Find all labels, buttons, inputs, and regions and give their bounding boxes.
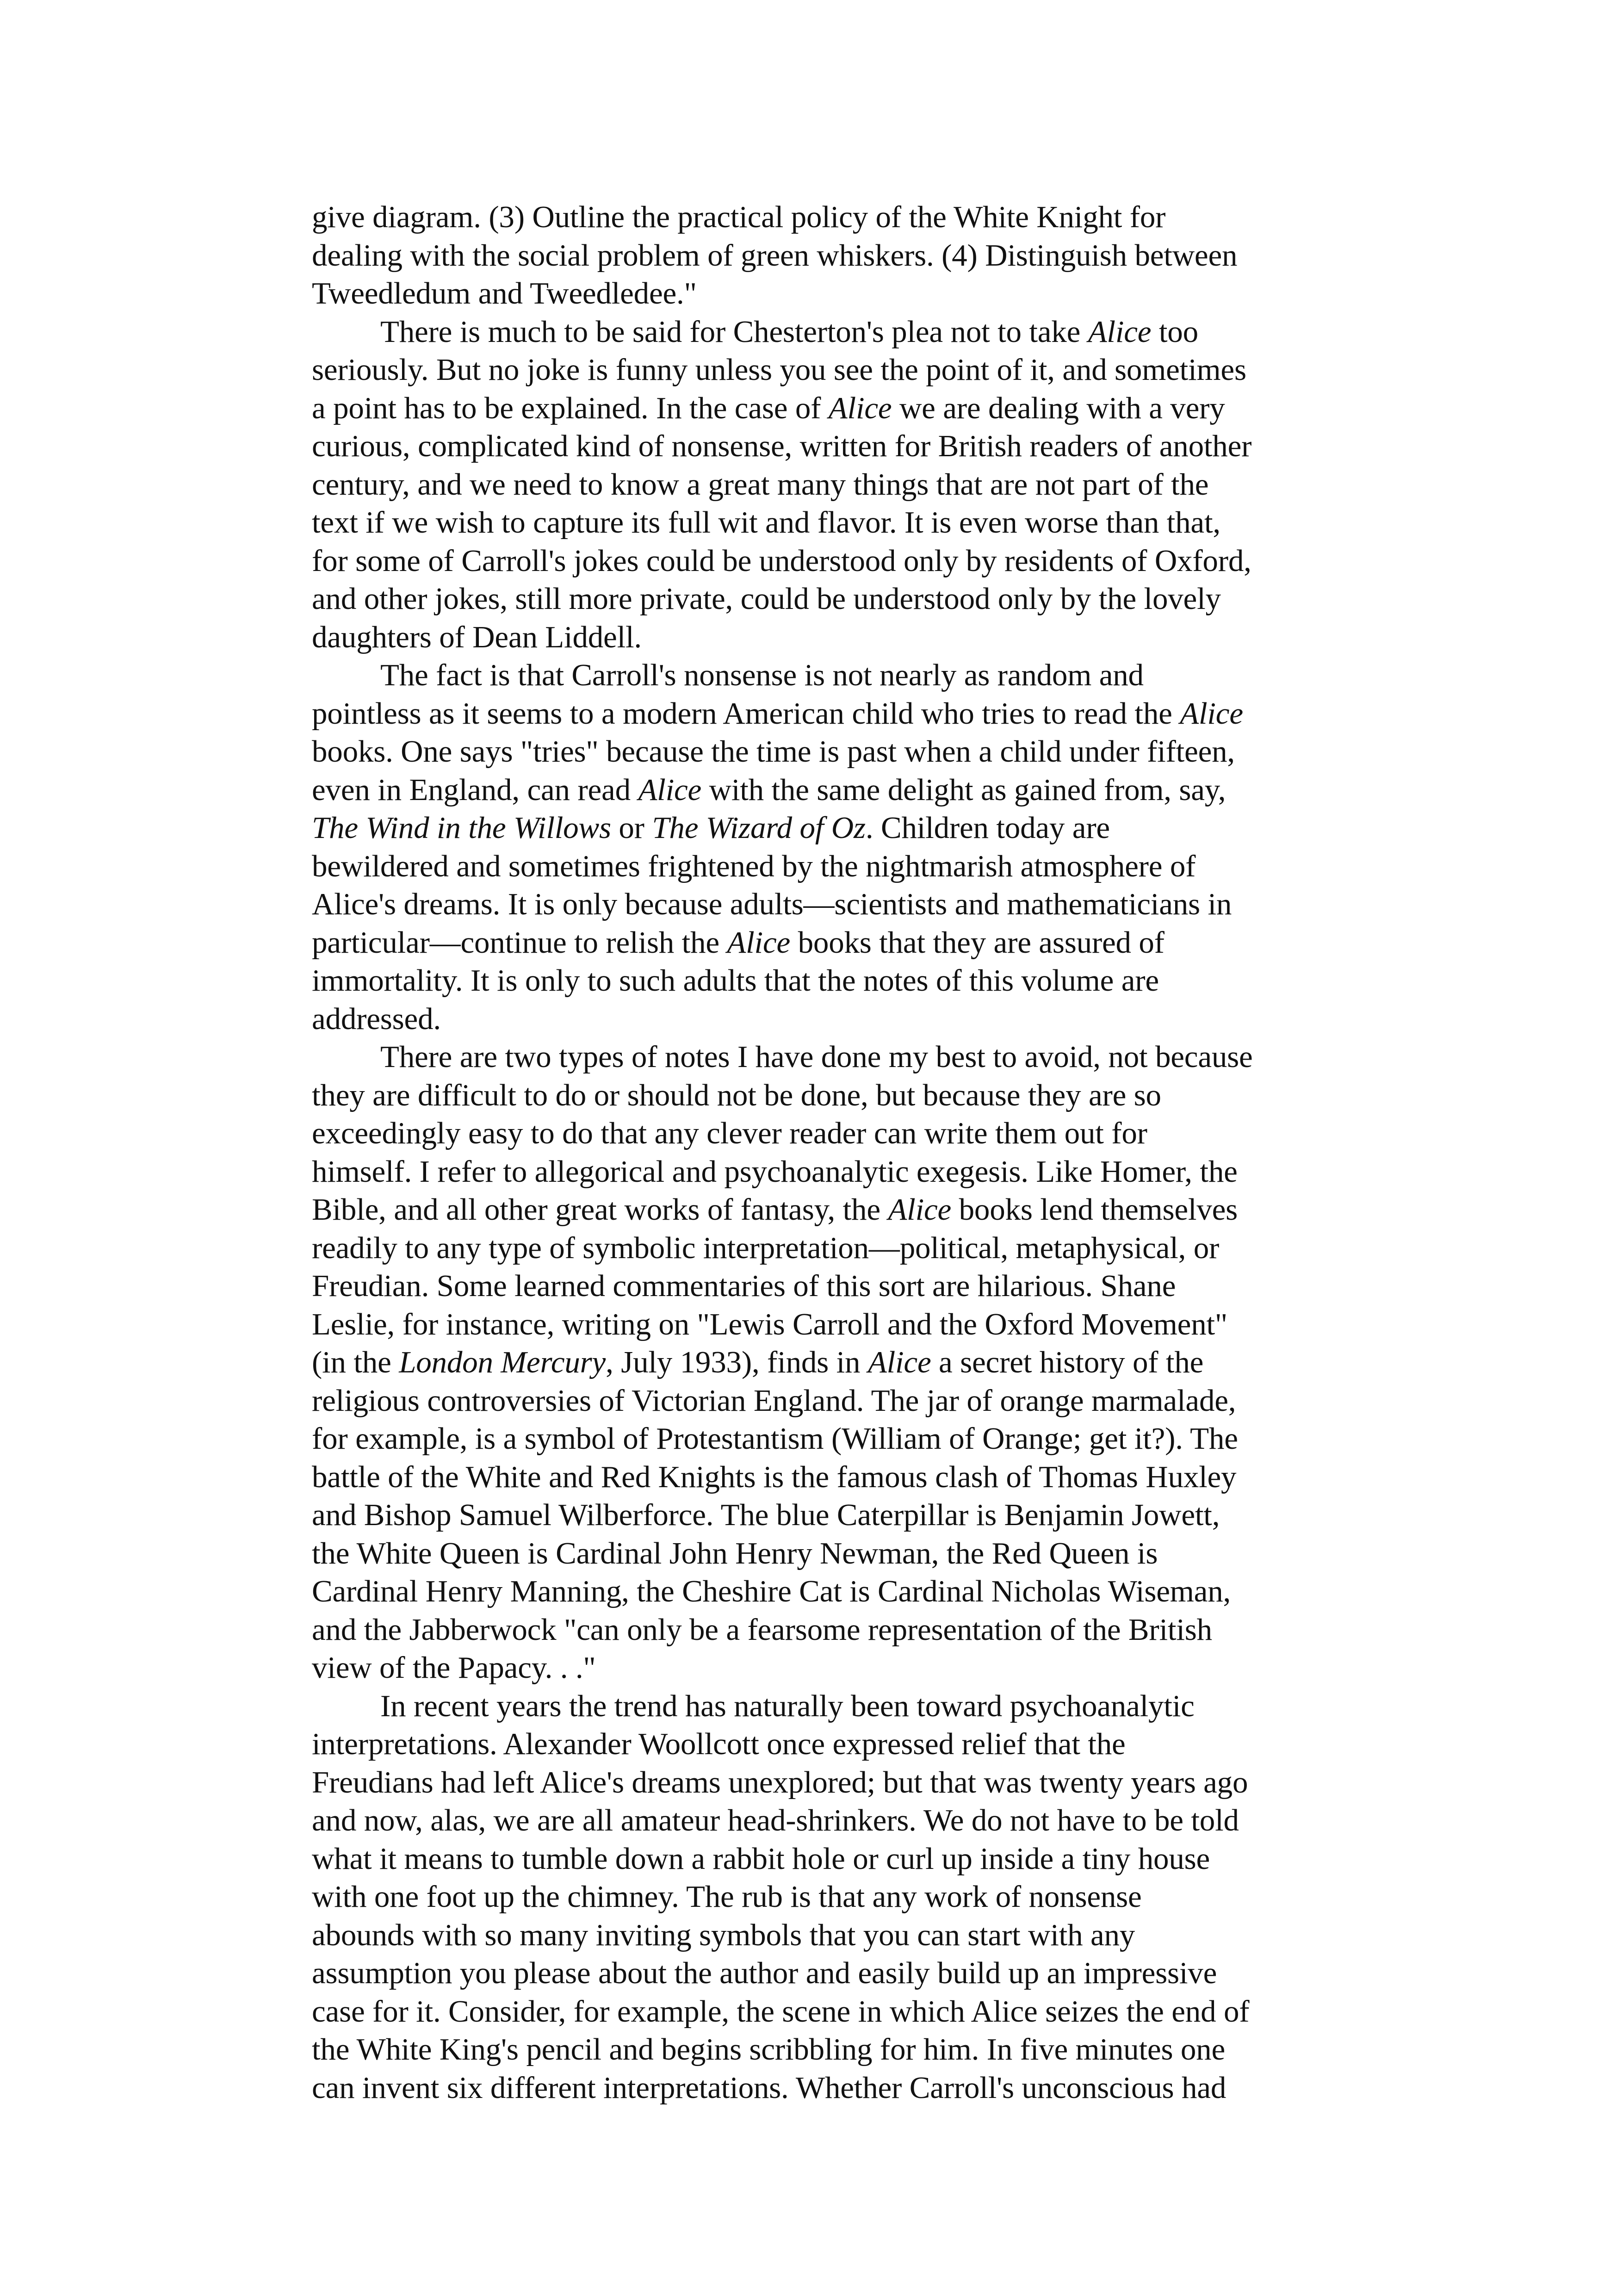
text-run: himself. I refer to allegorical and psychoanalytic exegesis. Like Homer, the [312, 1154, 1238, 1189]
text-run: immortality. It is only to such adults that the notes of this volume are [312, 963, 1159, 998]
text-run: Freudians had left Alice's dreams unexplored; but that was twenty years ago [312, 1765, 1248, 1800]
text-line [312, 1878, 1348, 1916]
text-run: religious controversies of Victorian England. The jar of orange marmalade, [312, 1383, 1236, 1418]
italic-title: Alice [727, 925, 791, 960]
text-line [312, 465, 1348, 504]
text-line [312, 1572, 1348, 1611]
text-line [312, 1229, 1348, 1267]
text-run: the White Queen is Cardinal John Henry Newman, the Red Queen is [312, 1536, 1158, 1570]
text-line [312, 503, 1348, 542]
text-line [312, 1840, 1348, 1878]
text-line [312, 1687, 1348, 1725]
text-line [312, 1496, 1348, 1534]
text-run: a secret history of the [931, 1345, 1204, 1379]
text-run: Tweedledum and Tweedledee." [312, 276, 697, 310]
text-line [312, 885, 1348, 924]
text-run: century, and we need to know a great many things that are not part of the [312, 467, 1209, 502]
text-run: Freudian. Some learned commentaries of this sort are hilarious. Shane [312, 1269, 1176, 1303]
text-run: give diagram. (3) Outline the practical policy of the White Knight for [312, 200, 1166, 234]
text-line [312, 1191, 1348, 1229]
text-run: Bible, and all other great works of fantasy, the [312, 1192, 888, 1227]
text-line [312, 1954, 1348, 1992]
text-run: readily to any type of symbolic interpretation—political, metaphysical, or [312, 1230, 1220, 1265]
text-line [312, 1420, 1348, 1458]
text-line [312, 1801, 1348, 1840]
text-run: view of the Papacy. . ." [312, 1651, 596, 1685]
italic-title: Alice [1088, 314, 1152, 349]
text-line [312, 1611, 1348, 1649]
text-line [312, 1038, 1348, 1076]
text-run: daughters of Dean Liddell. [312, 620, 642, 654]
text-line [312, 389, 1348, 428]
text-run: books lend themselves [951, 1192, 1238, 1227]
text-run: books that they are assured of [790, 925, 1165, 960]
text-run: There is much to be said for Chesterton's plea not to take [380, 314, 1088, 349]
text-line [312, 656, 1348, 695]
text-line [312, 1992, 1348, 2031]
text-run: and Bishop Samuel Wilberforce. The blue Caterpillar is Benjamin Jowett, [312, 1498, 1220, 1532]
text-run: particular—continue to relish the [312, 925, 727, 960]
text-run: addressed. [312, 1001, 441, 1036]
text-run: assumption you please about the author and easily build up an impressive [312, 1956, 1217, 1990]
text-line [312, 847, 1348, 886]
text-run: curious, complicated kind of nonsense, written for British readers of another [312, 429, 1252, 463]
text-run: they are difficult to do or should not be done, but because they are so [312, 1078, 1161, 1112]
text-run: bewildered and sometimes frightened by the nightmarish atmosphere of [312, 849, 1196, 883]
text-run: a point has to be explained. In the case of [312, 391, 829, 425]
text-line [312, 1382, 1348, 1420]
text-line [312, 1114, 1348, 1153]
text-run: . Children today are [865, 811, 1110, 845]
paragraph-p5 [312, 1687, 1348, 2107]
text-line [312, 1076, 1348, 1115]
text-line [312, 313, 1348, 351]
text-run: Cardinal Henry Manning, the Cheshire Cat is Cardinal Nicholas Wiseman, [312, 1574, 1231, 1608]
text-line [312, 618, 1348, 657]
italic-title: Alice [888, 1192, 952, 1227]
text-line [312, 351, 1348, 389]
body-text [312, 198, 1348, 2107]
text-line [312, 1267, 1348, 1305]
paragraph-p3 [312, 656, 1348, 1038]
text-line [312, 1534, 1348, 1573]
text-run: with one foot up the chimney. The rub is that any work of nonsense [312, 1880, 1142, 1914]
italic-title: The Wizard of Oz [652, 811, 866, 845]
text-line [312, 1763, 1348, 1802]
paragraph-p1 [312, 198, 1348, 313]
italic-title: The Wind in the Willows [312, 811, 611, 845]
text-line [312, 962, 1348, 1000]
text-line [312, 1305, 1348, 1344]
text-line [312, 695, 1348, 733]
italic-title: Alice [828, 391, 892, 425]
italic-title: Alice [638, 772, 702, 807]
text-run: seriously. But no joke is funny unless you see the point of it, and sometimes [312, 353, 1246, 387]
italic-title: Alice [1180, 696, 1243, 731]
text-run: can invent six different interpretations. Whether Carroll's unconscious had [312, 2070, 1227, 2105]
text-line [312, 732, 1348, 771]
text-run: with the same delight as gained from, say, [701, 772, 1226, 807]
text-run: books. One says "tries" because the time is past when a child under fifteen, [312, 734, 1235, 769]
italic-title: Alice [867, 1345, 931, 1379]
text-run: , July 1933), finds in [606, 1345, 868, 1379]
text-line [312, 236, 1348, 275]
text-line [312, 1000, 1348, 1038]
text-line [312, 1153, 1348, 1191]
paragraph-p4 [312, 1038, 1348, 1687]
text-line [312, 1725, 1348, 1763]
text-run: what it means to tumble down a rabbit hole or curl up inside a tiny house [312, 1841, 1210, 1876]
text-line [312, 2069, 1348, 2107]
text-line [312, 809, 1348, 847]
text-line [312, 542, 1348, 580]
text-line [312, 1458, 1348, 1496]
text-line [312, 924, 1348, 962]
text-line [312, 580, 1348, 618]
text-run: (in the [312, 1345, 399, 1379]
text-run: Alice's dreams. It is only because adults—scientists and mathematicians in [312, 887, 1232, 921]
text-run: interpretations. Alexander Woollcott once expressed relief that the [312, 1727, 1126, 1761]
text-run: the White King's pencil and begins scribbling for him. In five minutes one [312, 2032, 1226, 2066]
text-line [312, 1649, 1348, 1687]
text-run: abounds with so many inviting symbols that you can start with any [312, 1917, 1135, 1952]
text-run: battle of the White and Red Knights is the famous clash of Thomas Huxley [312, 1459, 1237, 1494]
text-run: and now, alas, we are all amateur head-shrinkers. We do not have to be told [312, 1803, 1239, 1837]
text-run: and other jokes, still more private, could be understood only by the lovely [312, 582, 1221, 616]
text-run: or [611, 811, 652, 845]
text-run: pointless as it seems to a modern American child who tries to read the [312, 696, 1180, 731]
italic-title: London Mercury [399, 1345, 606, 1379]
text-line [312, 2030, 1348, 2069]
text-line [312, 1916, 1348, 1955]
text-run: even in England, can read [312, 772, 638, 807]
text-run: There are two types of notes I have done my best to avoid, not because [380, 1040, 1253, 1074]
text-run: too [1151, 314, 1198, 349]
text-line [312, 771, 1348, 809]
text-run: The fact is that Carroll's nonsense is not nearly as random and [380, 658, 1144, 692]
text-run: for some of Carroll's jokes could be understood only by residents of Oxford, [312, 543, 1251, 578]
text-run: text if we wish to capture its full wit and flavor. It is even worse than that, [312, 505, 1220, 540]
text-run: Leslie, for instance, writing on "Lewis Carroll and the Oxford Movement" [312, 1307, 1228, 1341]
text-run: for example, is a symbol of Protestantism (William of Orange; get it?). The [312, 1421, 1238, 1456]
text-line [312, 427, 1348, 465]
text-line [312, 274, 1348, 313]
text-line [312, 198, 1348, 236]
text-run: dealing with the social problem of green whiskers. (4) Distinguish between [312, 238, 1238, 273]
text-line [312, 1343, 1348, 1382]
text-run: we are dealing with a very [892, 391, 1225, 425]
text-run: case for it. Consider, for example, the scene in which Alice seizes the end of [312, 1994, 1250, 2029]
text-run: and the Jabberwock "can only be a fearsome representation of the British [312, 1612, 1212, 1647]
text-run: In recent years the trend has naturally been toward psychoanalytic [380, 1688, 1195, 1723]
paragraph-p2 [312, 313, 1348, 657]
text-run: exceedingly easy to do that any clever reader can write them out for [312, 1116, 1147, 1150]
